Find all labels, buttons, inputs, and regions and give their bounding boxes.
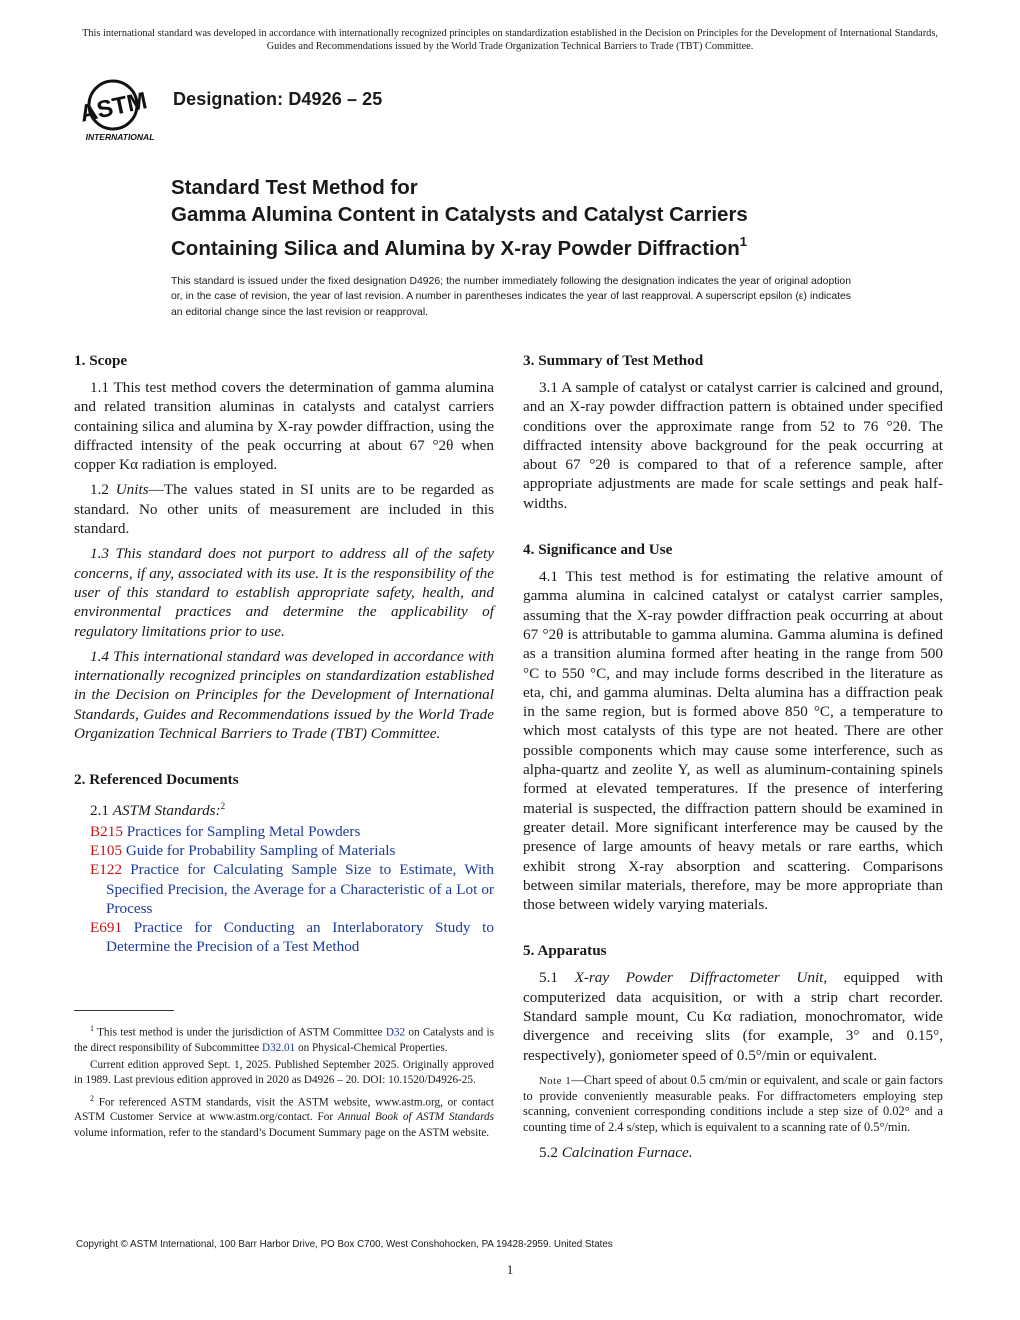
footnote-divider <box>74 1010 174 1011</box>
right-column <box>523 350 943 1188</box>
footnotes <box>74 1021 494 1143</box>
designation <box>173 89 382 110</box>
committee-link[interactable]: D32 <box>385 1026 406 1039</box>
reference-link[interactable]: E122 Practice for Calculating Sample Size to Estimate, With Specified Precision, the Average for a Characteristic of a Lot or Process <box>90 861 494 917</box>
referenced-heading: 2. Referenced Documents <box>74 771 239 789</box>
scope-1-1: 1.1 This test method covers the determination of gamma alumina and related transition aluminas in catalysts and catalyst carriers containing silica and alumina by X-ray powder diffraction, using the diffracted intensity of the peak occurring at about 67 °2θ when copper Kα radiation is employed. <box>74 379 494 474</box>
issue-note: This standard is issued under the fixed designation D4926; the number immediately following the designation indicates the year of original adoption or, in the case of revision, the year of last revision. A number in parentheses indicates the year of last reapproval. A superscript epsilon (ε) indicates an editorial change since the last revision or reapproval. <box>171 276 851 318</box>
reference-link[interactable]: B215 Practices for Sampling Metal Powders <box>90 822 361 840</box>
astm-logo <box>76 75 160 143</box>
apparatus-heading: 5. Apparatus <box>523 942 607 960</box>
scope-1-2: 1.2 Units—The values stated in SI units are to be regarded as standard. No other units of measurement are included in this standard. <box>74 481 495 538</box>
designation-value: D4926 – 25 <box>288 89 383 109</box>
document-title <box>171 174 951 262</box>
scope-1-4: 1.4 This international standard was developed in accordance with internationally recognized principles on standardization established in the Decision on Principles for the Development of International Standards, Guides and Recommendations issued by the World Trade Organization Technical Barriers to Trade (TBT) Committee. <box>74 647 494 743</box>
section-significance <box>523 539 943 914</box>
summary-heading: 3. Summary of Test Method <box>523 352 704 369</box>
edition-note: Current edition approved Sept. 1, 2025. Published September 2025. Originally approved in 1989. Last previous edition approved in 2020 as D4926 – 20. DOI: 10.1520/D4926-25. <box>74 1059 494 1087</box>
referenced-2-1: 2.1 ASTM Standards:$^2$ <box>90 801 226 820</box>
section-referenced-documents <box>74 769 494 956</box>
scope-1-3: 1.3 This standard does not purport to address all of the safety concerns, if any, associated with its use. It is the responsibility of the user of this standard to establish appropriate safety, health, and environmental practices and determine the applicability of regulatory limitations prior to use. <box>74 545 494 640</box>
copyright: Copyright © ASTM International, 100 Barr Harbor Drive, PO Box C700, West Conshohocken, PA 19428-2959. United States <box>76 1239 613 1250</box>
footnote-1: $^1$ This test method is under the jurisdiction of ASTM Committee D32 on Catalysts and is the direct responsibility of Subcommittee D32.01 on Physical-Chemical Properties. <box>74 1024 494 1054</box>
significance-4-1: 4.1 This test method is for estimating the relative amount of gamma alumina in calcined catalyst or catalyst carrier samples, assuming that the X-ray powder diffraction peak occurring at about 67 °2θ is attributable to gamma alumina. Gamma alumina is defined as a transition alumina formed after heating in the range from 500 °C to 550 °C, and may include forms described in the literature as eta, chi, and gamma aluminas. Delta alumina has a diffraction peak in the same region, but is formed above 850 °C, a temperature to which most catalysts of this type are not heated. There are other possible components which may cause some interference, such as alpha-quartz and zeolite Y, as well as aluminum-containing spinels formed at elevated temperatures. If the presence of interfering material is suspected, the diffraction pattern should be examined in greater detail. More significant interference may be caused by the presence of large amounts of heavy metals or rare earths, which exhibit strong X-ray absorption and scattering. Comparisons between similar materials, therefore, may be more appropriate than those between widely varying materials. <box>523 568 943 914</box>
scope-heading: 1. Scope <box>74 352 128 369</box>
section-summary <box>523 350 943 513</box>
page-number: 1 <box>506 1262 514 1277</box>
logo-text: ASTM <box>77 87 150 128</box>
apparatus-note-1: Note 1—Chart speed of about 0.5 cm/min or equivalent, and scale or gain factors to provide conveniently measurable peaks. For diffractometers employing step scanning, convenient corresponding conditions include a step size of 0.02° and a counting time of 2.4 s/step, which is equivalent to a scanning rate of 0.5°/min. <box>523 1072 944 1134</box>
logo-subtext: INTERNATIONAL <box>85 132 155 142</box>
title-line-2: Gamma Alumina Content in Catalysts and Catalyst Carriers <box>171 203 748 226</box>
summary-3-1: 3.1 A sample of catalyst or catalyst carrier is calcined and ground, and an X-ray powder diffraction pattern is obtained under specified conditions over the approximate range from 52 to 76 °2θ. The diffracted intensity above background for the peak occurring at about 67 °2θ is compared to that of a reference sample, after appropriate adjustments are made for scale settings and peak half-widths. <box>523 379 943 512</box>
title-footnote-mark: 1 <box>739 234 747 249</box>
designation-label: Designation: <box>173 89 284 109</box>
apparatus-5-1: 5.1 X-ray Powder Diffractometer Unit, equipped with computerized data acquisition, or with a strip chart recorder. Standard sample mount, Cu Kα radiation, monochromator, wide divergence and receiving slits (for example, 3° and 0.15°, respectively), goniometer speed of 0.5°/min or equivalent. <box>523 969 944 1064</box>
reference-link[interactable]: E105 Guide for Probability Sampling of Materials <box>90 842 396 859</box>
reference-link[interactable]: E691 Practice for Conducting an Interlaboratory Study to Determine the Precision of a Test Method <box>90 919 494 956</box>
section-apparatus <box>523 940 943 1162</box>
title-line-1: Standard Test Method for <box>171 176 418 199</box>
footnote-2: $^2$ For referenced ASTM standards, visit the ASTM website, www.astm.org, or contact ASTM Customer Service at www.astm.org/contact. For Annual Book of ASTM Standards volume information, refer to the standard’s Document Summary page on the ASTM website. <box>74 1093 494 1139</box>
left-column <box>74 350 494 983</box>
apparatus-5-2: 5.2 Calcination Furnace. <box>539 1143 693 1161</box>
subcommittee-link[interactable]: D32.01 <box>261 1041 296 1054</box>
top-notice: This international standard was developed in accordance with internationally recognized principles on standardization established in the Decision on Principles for the Development of International Standards, Guides and Recommendations issued by the World Trade Organization Technical Barriers to Trade (TBT) Committee. <box>82 28 938 52</box>
title-line-3: Containing Silica and Alumina by X-ray Powder Diffraction$^1$ <box>171 234 747 260</box>
section-scope <box>74 350 494 743</box>
significance-heading: 4. Significance and Use <box>523 541 673 559</box>
